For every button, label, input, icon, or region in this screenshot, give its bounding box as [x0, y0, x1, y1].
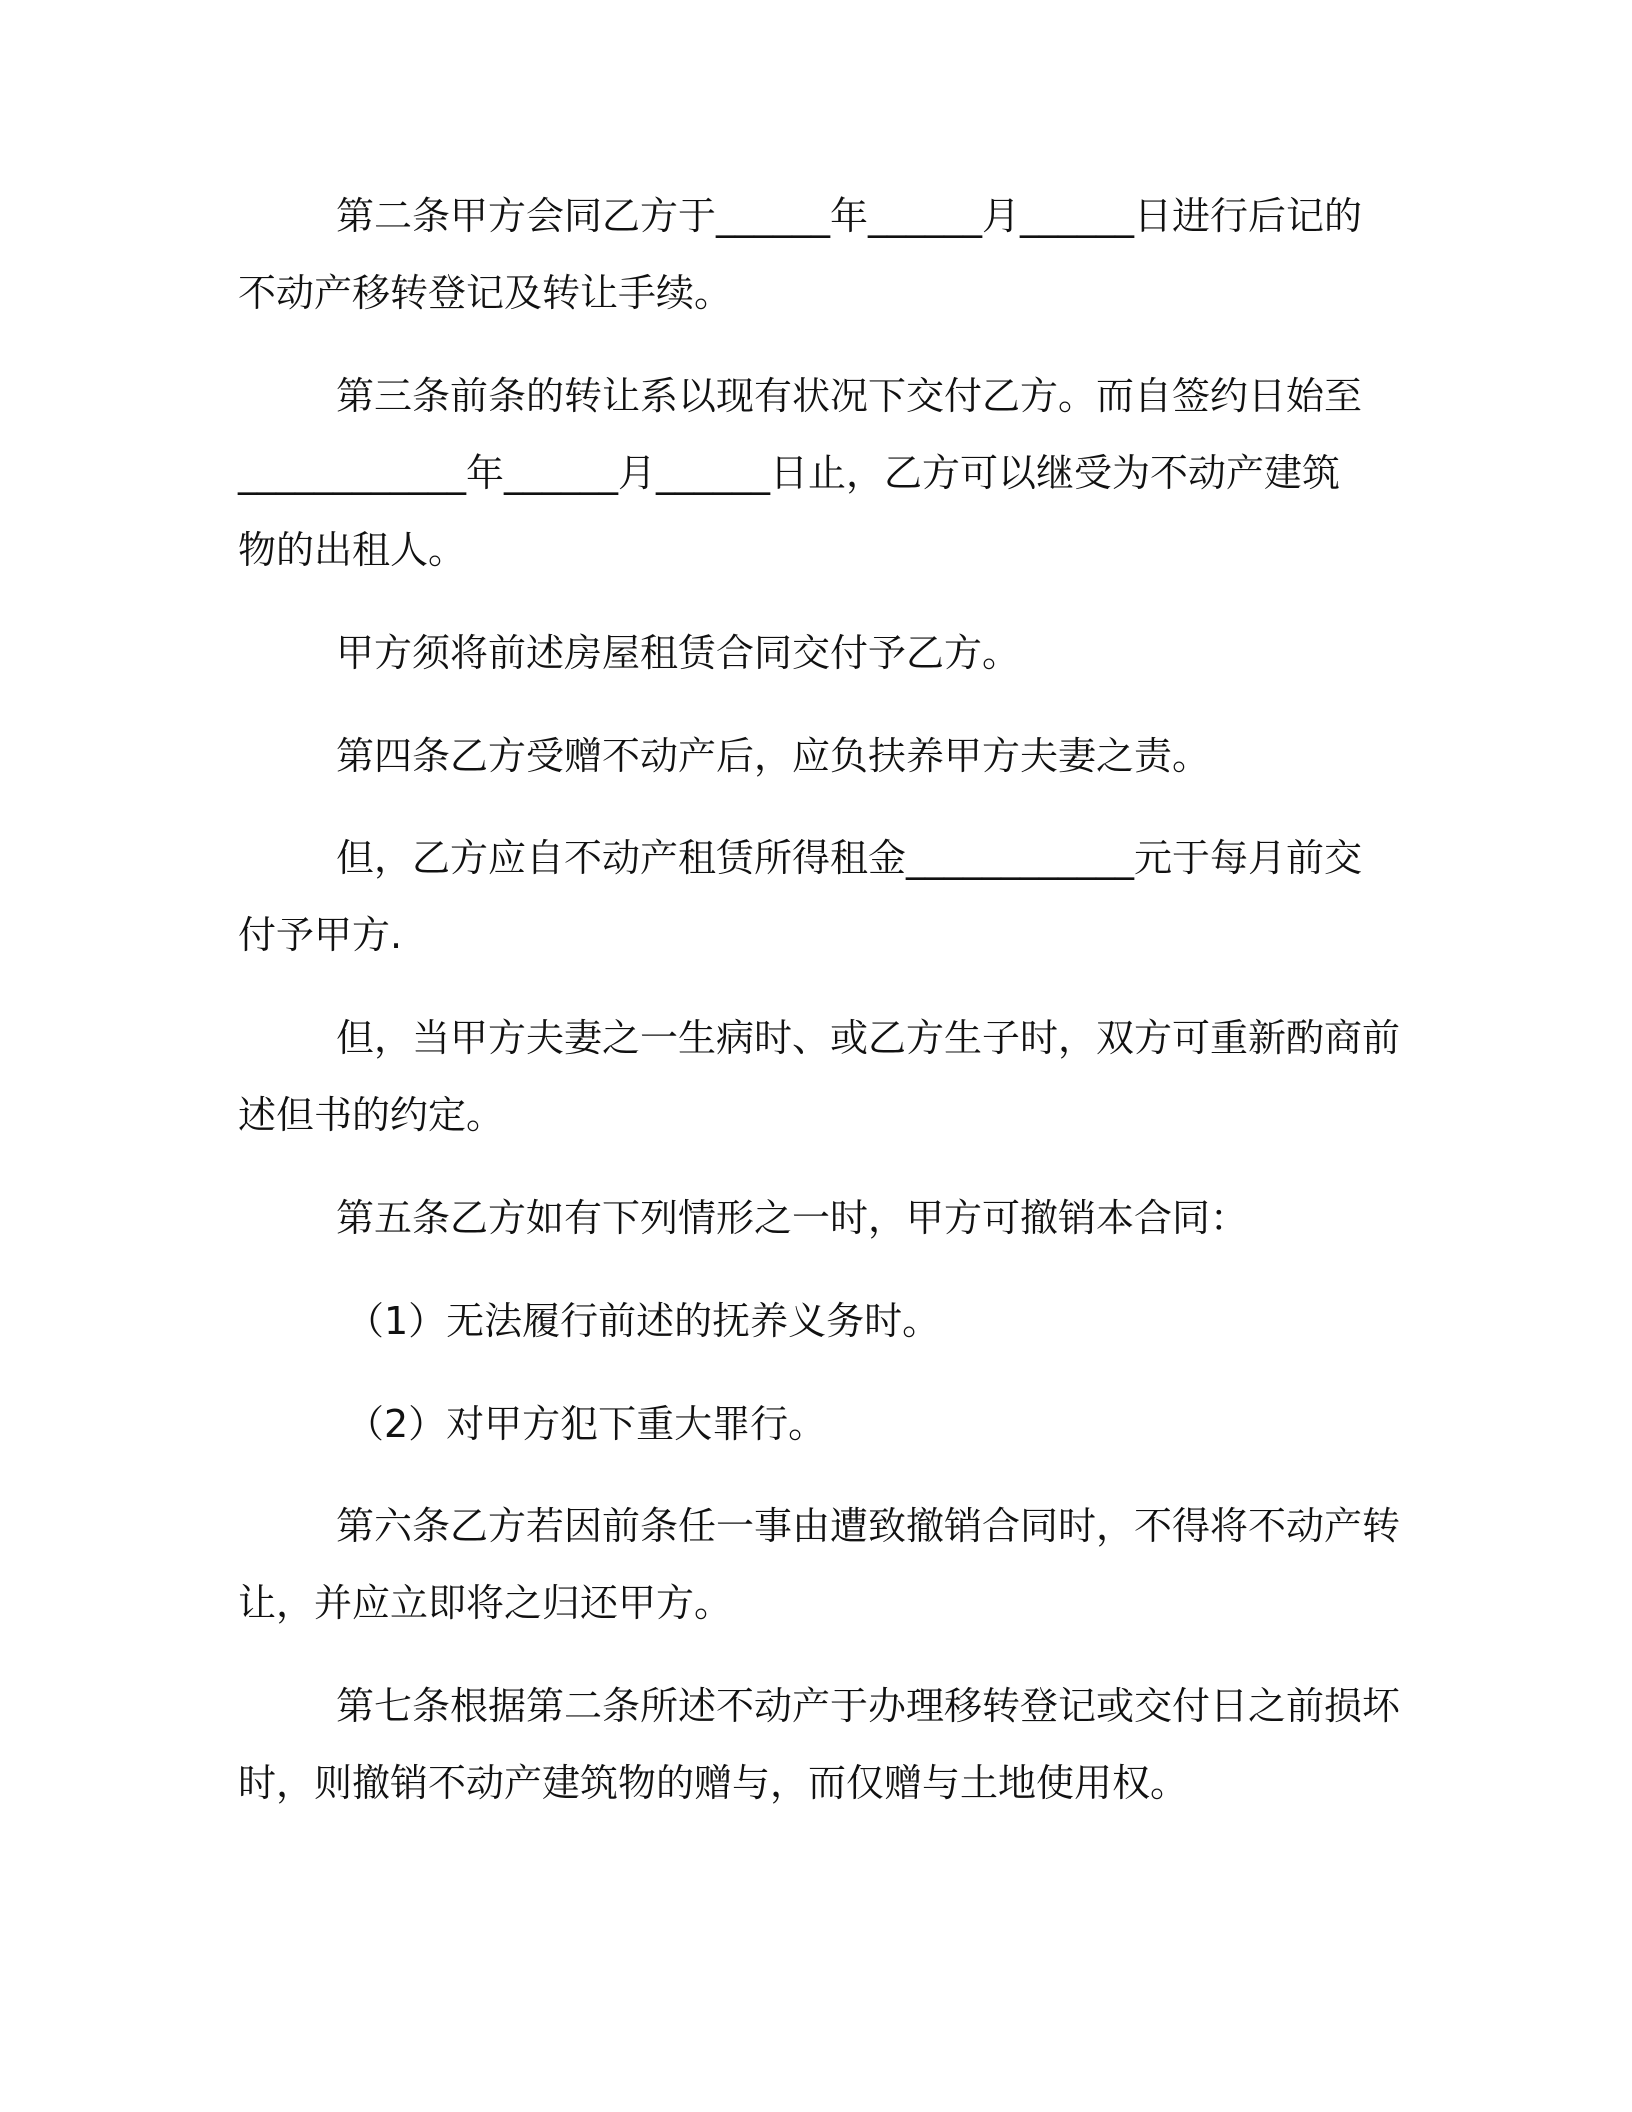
text-line: 述但书的约定。 [238, 1093, 505, 1137]
text-line: 但，当甲方夫妻之一生病时、或乙方生子时，双方可重新酌商前 [336, 1016, 1401, 1060]
text-line: 付予甲方. [238, 913, 403, 957]
rent-payment-paragraph [238, 820, 1378, 974]
text-line: （1）无法履行前述的抚养义务时。 [346, 1299, 941, 1343]
text-line: 甲方须将前述房屋租赁合同交付予乙方。 [336, 631, 1021, 675]
text-line: 第六条乙方若因前条任一事由遭致撤销合同时，不得将不动产转 [336, 1504, 1401, 1548]
article-5-paragraph [238, 1180, 1378, 1257]
text-line: 第二条甲方会同乙方于______年______月______日进行后记的 [336, 194, 1363, 238]
text-line: 第七条根据第二条所述不动产于办理移转登记或交付日之前损坏 [336, 1684, 1401, 1728]
text-line: 第四条乙方受赠不动产后，应负扶养甲方夫妻之责。 [336, 734, 1211, 778]
list-item-1 [238, 1283, 1378, 1360]
text-line: 物的出租人。 [238, 528, 467, 572]
lease-transfer-paragraph [238, 615, 1378, 692]
renegotiation-paragraph [238, 1000, 1401, 1154]
text-line: 时，则撤销不动产建筑物的赠与，而仅赠与土地使用权。 [238, 1761, 1189, 1805]
article-6-paragraph [238, 1488, 1401, 1642]
article-7-paragraph [238, 1668, 1401, 1822]
text-line: 让，并应立即将之归还甲方。 [238, 1581, 733, 1625]
text-line: 但，乙方应自不动产租赁所得租金____________元于每月前交 [336, 836, 1363, 880]
text-line: 不动产移转登记及转让手续。 [238, 271, 733, 315]
text-line: 第五条乙方如有下列情形之一时，甲方可撤销本合同： [336, 1196, 1249, 1240]
article-4-paragraph [238, 718, 1378, 795]
article-2-paragraph [238, 178, 1378, 332]
text-line: 第三条前条的转让系以现有状况下交付乙方。而自签约日始至 [336, 374, 1363, 418]
text-line: ____________年______月______日止，乙方可以继受为不动产建筑 [238, 451, 1341, 495]
article-3-paragraph [238, 358, 1378, 589]
text-line: （2）对甲方犯下重大罪行。 [346, 1402, 827, 1446]
list-item-2 [238, 1386, 1378, 1463]
